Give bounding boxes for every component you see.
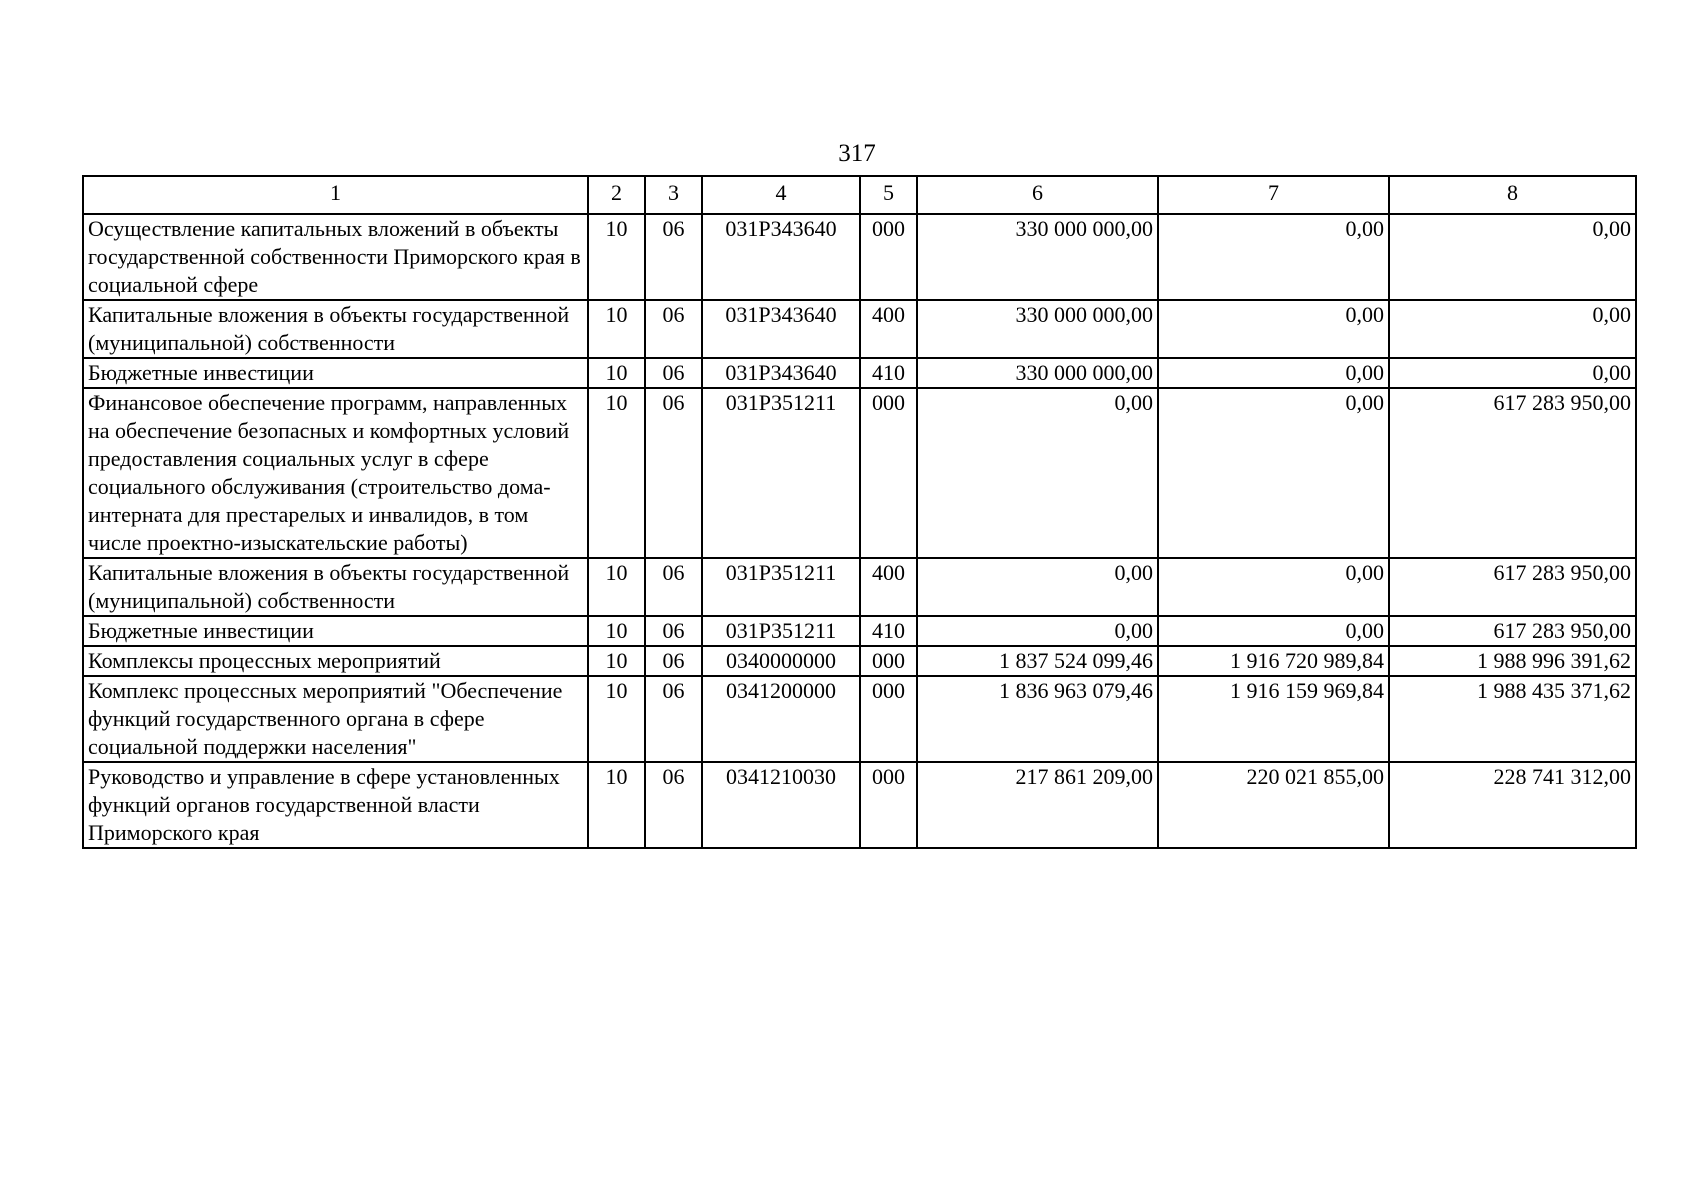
expense-type-code: 400: [860, 558, 917, 616]
amount-col-6: 0,00: [917, 388, 1158, 558]
target-article-code: 0341210030: [702, 762, 860, 848]
table-row: [83, 300, 1636, 358]
section-code: 10: [588, 558, 645, 616]
column-header: 1: [83, 176, 588, 214]
amount-col-8: 0,00: [1389, 358, 1636, 388]
subsection-code: 06: [645, 558, 702, 616]
amount-col-8: 617 283 950,00: [1389, 616, 1636, 646]
section-code: 10: [588, 646, 645, 676]
amount-col-7: 1 916 159 969,84: [1158, 676, 1389, 762]
expense-type-code: 000: [860, 214, 917, 300]
section-code: 10: [588, 358, 645, 388]
amount-col-7: 0,00: [1158, 300, 1389, 358]
amount-col-7: 0,00: [1158, 358, 1389, 388]
column-header: 8: [1389, 176, 1636, 214]
expense-name: Осуществление капитальных вложений в объекты государственной собственности Приморского края в социальной сфере: [83, 214, 588, 300]
target-article-code: 031Р351211: [702, 558, 860, 616]
expense-name: Комплексы процессных мероприятий: [83, 646, 588, 676]
table-row: [83, 616, 1636, 646]
target-article-code: 031Р351211: [702, 616, 860, 646]
subsection-code: 06: [645, 676, 702, 762]
amount-col-8: 228 741 312,00: [1389, 762, 1636, 848]
table-row: [83, 214, 1636, 300]
amount-col-6: 217 861 209,00: [917, 762, 1158, 848]
column-header: 7: [1158, 176, 1389, 214]
amount-col-8: 0,00: [1389, 214, 1636, 300]
amount-col-7: 0,00: [1158, 616, 1389, 646]
table-row: [83, 646, 1636, 676]
expense-name: Комплекс процессных мероприятий "Обеспечение функций государственного органа в сфере социальной поддержки населения": [83, 676, 588, 762]
amount-col-6: 1 836 963 079,46: [917, 676, 1158, 762]
amount-col-6: 330 000 000,00: [917, 300, 1158, 358]
amount-col-8: 617 283 950,00: [1389, 558, 1636, 616]
amount-col-7: 1 916 720 989,84: [1158, 646, 1389, 676]
amount-col-7: 220 021 855,00: [1158, 762, 1389, 848]
table-row: [83, 762, 1636, 848]
expense-name: Финансовое обеспечение программ, направленных на обеспечение безопасных и комфортных условий предоставления социальных услуг в сфере социального обслуживания (строительство дома-интерната для престарелых и инвалидов, в том числе проектно-изыскательские работы): [83, 388, 588, 558]
amount-col-6: 0,00: [917, 558, 1158, 616]
column-header: 4: [702, 176, 860, 214]
expense-name: Капитальные вложения в объекты государственной (муниципальной) собственности: [83, 558, 588, 616]
table-row: [83, 676, 1636, 762]
expense-type-code: 000: [860, 762, 917, 848]
column-header: 5: [860, 176, 917, 214]
table-row: [83, 358, 1636, 388]
target-article-code: 0340000000: [702, 646, 860, 676]
subsection-code: 06: [645, 358, 702, 388]
subsection-code: 06: [645, 300, 702, 358]
header-row: [83, 176, 1636, 214]
target-article-code: 031Р351211: [702, 388, 860, 558]
expense-type-code: 410: [860, 616, 917, 646]
amount-col-8: 1 988 435 371,62: [1389, 676, 1636, 762]
amount-col-8: 0,00: [1389, 300, 1636, 358]
target-article-code: 031Р343640: [702, 358, 860, 388]
expense-type-code: 000: [860, 388, 917, 558]
amount-col-7: 0,00: [1158, 388, 1389, 558]
amount-col-6: 330 000 000,00: [917, 358, 1158, 388]
subsection-code: 06: [645, 762, 702, 848]
subsection-code: 06: [645, 616, 702, 646]
expense-name: Бюджетные инвестиции: [83, 358, 588, 388]
column-header: 6: [917, 176, 1158, 214]
section-code: 10: [588, 300, 645, 358]
expense-type-code: 000: [860, 676, 917, 762]
section-code: 10: [588, 214, 645, 300]
subsection-code: 06: [645, 646, 702, 676]
column-header: 3: [645, 176, 702, 214]
page-number: 317: [838, 140, 876, 167]
amount-col-7: 0,00: [1158, 214, 1389, 300]
expense-type-code: 410: [860, 358, 917, 388]
section-code: 10: [588, 388, 645, 558]
column-header: 2: [588, 176, 645, 214]
expense-name: Бюджетные инвестиции: [83, 616, 588, 646]
expense-name: Капитальные вложения в объекты государственной (муниципальной) собственности: [83, 300, 588, 358]
amount-col-7: 0,00: [1158, 558, 1389, 616]
target-article-code: 031Р343640: [702, 300, 860, 358]
target-article-code: 0341200000: [702, 676, 860, 762]
expense-type-code: 400: [860, 300, 917, 358]
subsection-code: 06: [645, 214, 702, 300]
budget-table: [82, 175, 1637, 849]
subsection-code: 06: [645, 388, 702, 558]
table-row: [83, 388, 1636, 558]
amount-col-6: 1 837 524 099,46: [917, 646, 1158, 676]
amount-col-8: 1 988 996 391,62: [1389, 646, 1636, 676]
amount-col-6: 330 000 000,00: [917, 214, 1158, 300]
table-row: [83, 558, 1636, 616]
target-article-code: 031Р343640: [702, 214, 860, 300]
section-code: 10: [588, 762, 645, 848]
section-code: 10: [588, 616, 645, 646]
amount-col-6: 0,00: [917, 616, 1158, 646]
expense-type-code: 000: [860, 646, 917, 676]
amount-col-8: 617 283 950,00: [1389, 388, 1636, 558]
expense-name: Руководство и управление в сфере установленных функций органов государственной власти Приморского края: [83, 762, 588, 848]
section-code: 10: [588, 676, 645, 762]
